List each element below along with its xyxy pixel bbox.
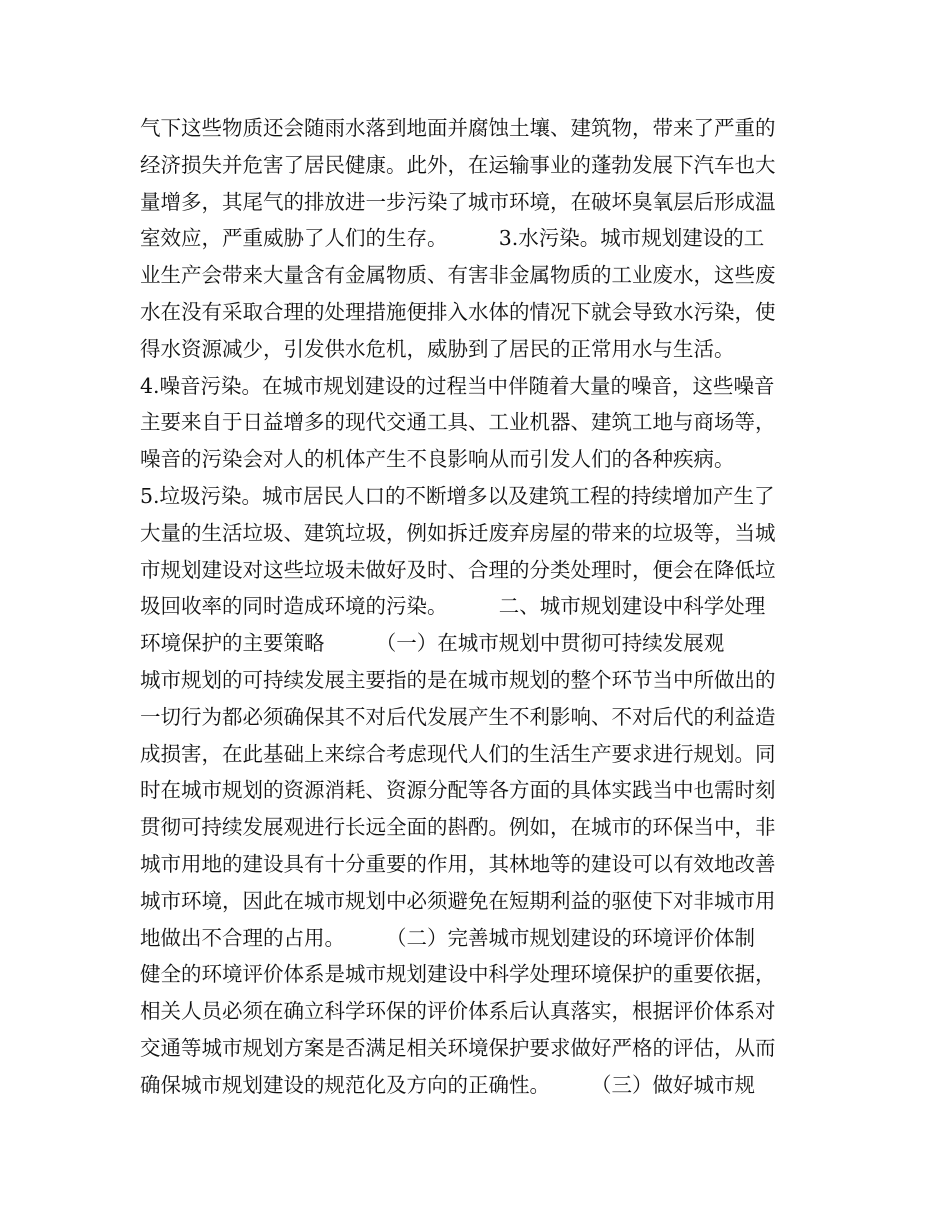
text-line: 得水资源减少，引发供水危机，威胁到了居民的正常用水与生活。 bbox=[140, 336, 735, 361]
text-line: 气下这些物质还会随雨水落到地面并腐蚀土壤、建筑物，带来了严重的 bbox=[140, 116, 776, 140]
text-line: 健全的环境评价体系是城市规划建设中科学处理环境保护的重要依据， bbox=[140, 962, 776, 987]
text-line: 城市环境，因此在城市规划中必须避免在短期利益的驱使下对非城市用 bbox=[140, 888, 776, 913]
text-line: 确保城市规划建设的规范化及方向的正确性。 （三）做好城市规 bbox=[140, 1072, 755, 1097]
text-line: 相关人员必须在确立科学环保的评价体系后认真落实，根据评价体系对 bbox=[140, 999, 776, 1024]
text-line: 圾回收率的同时造成环境的污染。 二、城市规划建设中科学处理 bbox=[140, 594, 766, 619]
text-line: 经济损失并危害了居民健康。此外，在运输事业的蓬勃发展下汽车也大 bbox=[140, 152, 776, 177]
text-line: 量增多，其尾气的排放进一步污染了城市环境，在破坏臭氧层后形成温 bbox=[140, 189, 776, 214]
text-line: 水在没有采取合理的处理措施便排入水体的情况下就会导致水污染，使 bbox=[140, 299, 776, 324]
text-line: 5.垃圾污染。城市居民人口的不断增多以及建筑工程的持续增加产生了 bbox=[140, 483, 775, 508]
text-line: 环境保护的主要策略 （一）在城市规划中贯彻可持续发展观 bbox=[140, 631, 725, 656]
text-line: 贯彻可持续发展观进行长远全面的斟酌。例如，在城市的环保当中，非 bbox=[140, 815, 776, 840]
text-line: 交通等城市规划方案是否满足相关环境保护要求做好严格的评估，从而 bbox=[140, 1035, 776, 1060]
text-line: 成损害，在此基础上来综合考虑现代人们的生活生产要求进行规划。同 bbox=[140, 741, 776, 766]
text-line: 地做出不合理的占用。 （二）完善城市规划建设的环境评价体制 bbox=[140, 925, 755, 950]
body-text bbox=[140, 110, 830, 1104]
text-line: 市规划建设对这些垃圾未做好及时、合理的分类处理时，便会在降低垃 bbox=[140, 557, 776, 582]
text-line: 城市用地的建设具有十分重要的作用，其林地等的建设可以有效地改善 bbox=[140, 851, 776, 876]
text-line: 4.噪音污染。在城市规划建设的过程当中伴随着大量的噪音，这些噪音 bbox=[140, 373, 775, 398]
text-line: 室效应，严重威胁了人们的生存。 3.水污染。城市规划建设的工 bbox=[140, 226, 765, 251]
text-line: 时在城市规划的资源消耗、资源分配等各方面的具体实践当中也需时刻 bbox=[140, 778, 776, 803]
text-line: 业生产会带来大量含有金属物质、有害非金属物质的工业废水，这些废 bbox=[140, 263, 776, 288]
text-line: 大量的生活垃圾、建筑垃圾，例如拆迁废弃房屋的带来的垃圾等，当城 bbox=[140, 520, 776, 545]
text-line: 噪音的污染会对人的机体产生不良影响从而引发人们的各种疾病。 bbox=[140, 447, 735, 472]
text-line: 城市规划的可持续发展主要指的是在城市规划的整个环节当中所做出的 bbox=[140, 667, 776, 692]
text-line: 主要来自于日益增多的现代交通工具、工业机器、建筑工地与商场等， bbox=[140, 410, 776, 435]
text-line: 一切行为都必须确保其不对后代发展产生不利影响、不对后代的利益造 bbox=[140, 704, 776, 729]
